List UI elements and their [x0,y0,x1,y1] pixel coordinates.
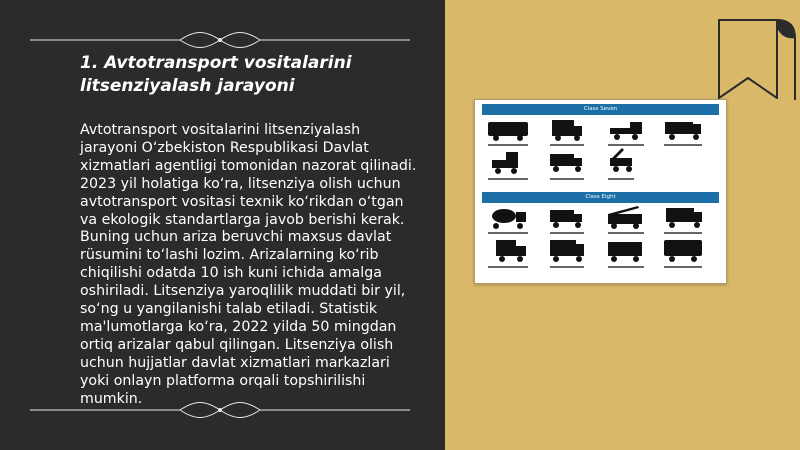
class-seven-header: Class Seven [482,104,719,115]
ornament-divider-bottom [30,400,410,420]
ornament-divider-top [30,30,410,50]
class-eight-vehicles-image [482,204,719,284]
slide-body-text: Avtotransport vositalarini litsenziyalash jarayoni O‘zbekiston Respublikasi Davlat xizmatlari agentligi tomonidan nazorat qilinadi. 2023 yil holatiga ko‘ra, litsenziya olish uchun avtotransport vositasi texnik ko‘rikdan o‘tgan va ekologik standartlarga javob berishi kerak. Buning uchun ariza beruvchi maxsus davlat rüsumini to‘lashi lozim. Arizalarning ko‘rib chiqilishi odatda 10 ish kuni ichida amalga oshiriladi. Litsenziya yaroqlilik muddati bir yil, so‘ng u yangilanishi talab etiladi. Statistik ma'lumotlarga ko‘ra, 2022 yilda 50 mingdan ortiq arizalar qabul qilingan. Litsenziya olish uchun hujjatlar davlat xizmatlari markazlari yoki onlayn platforma orqali topshirilishi mumkin. [80,122,417,407]
class-eight-header: Class Eight [482,192,719,203]
class-seven-vehicles-image [482,116,719,196]
slide-title: 1. Avtotransport vositalarini litsenziyalash jarayoni [80,53,352,96]
bookmark-ribbon-icon [717,18,797,100]
vehicle-classes-image [474,99,727,284]
